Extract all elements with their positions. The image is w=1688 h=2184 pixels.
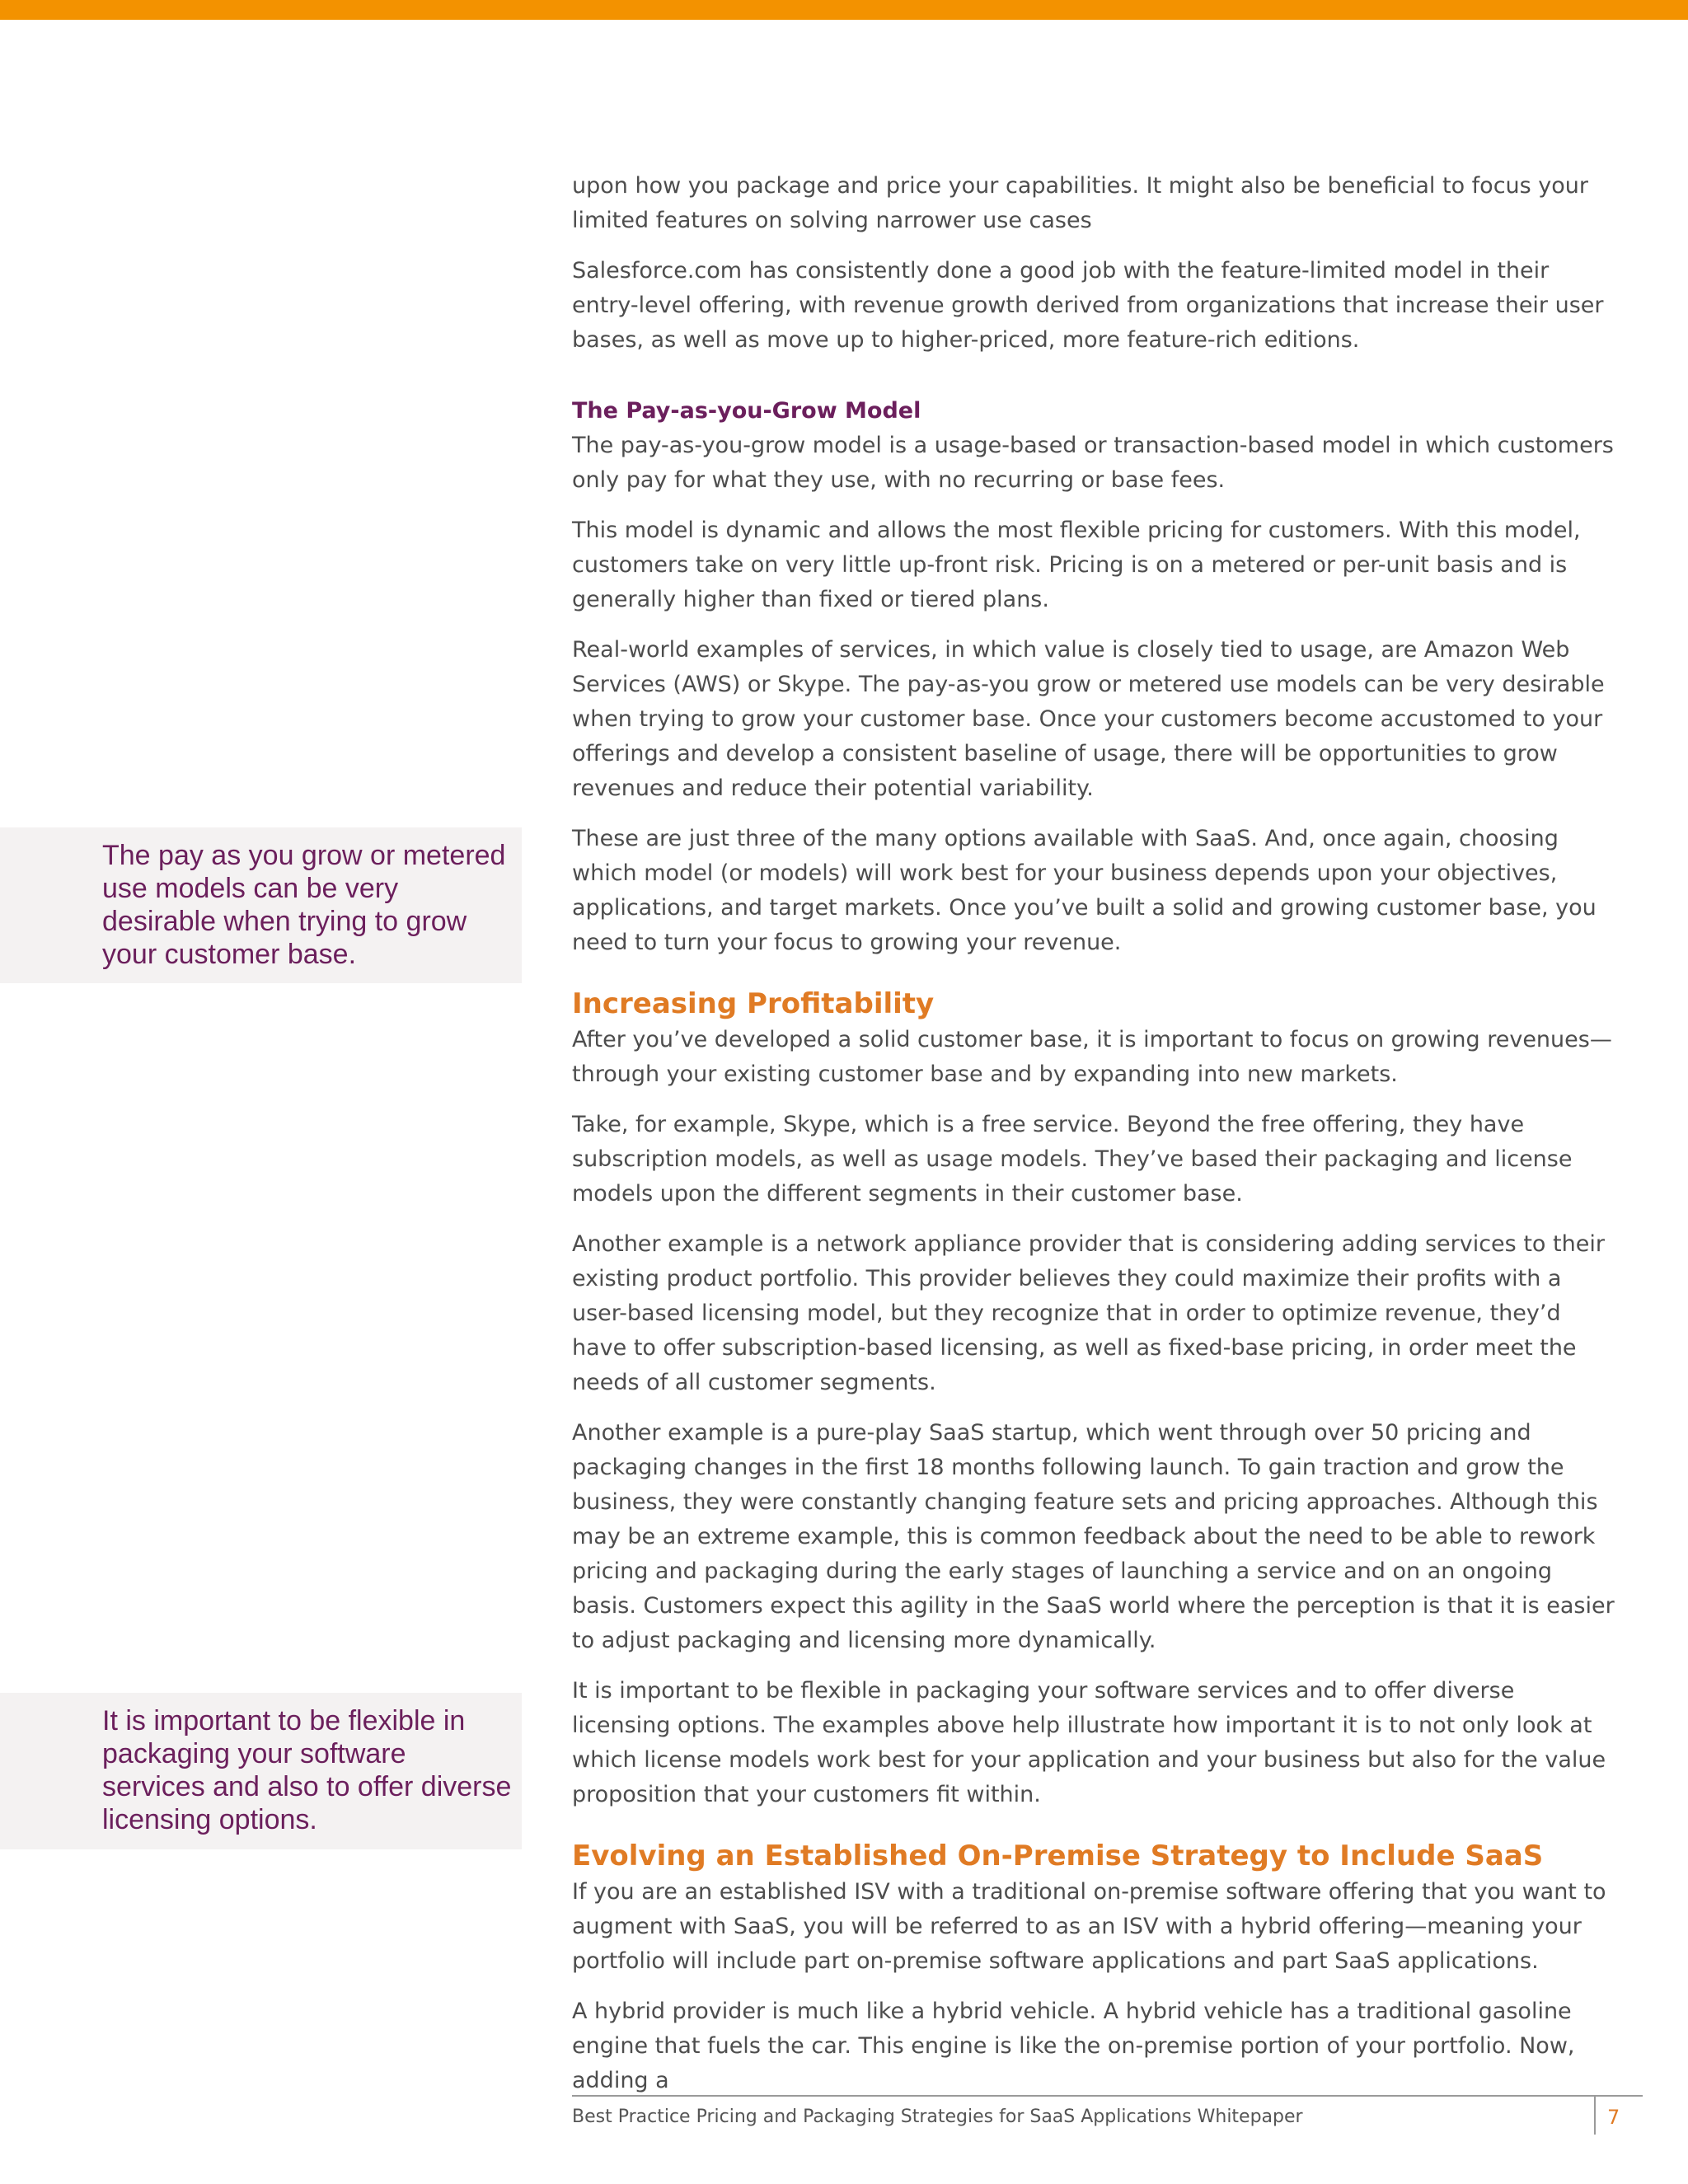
- paragraph: Another example is a pure-play SaaS startup, which went through over 50 pricing and packaging changes in the first 18 months following launch. To gain traction and grow the business, they were constantly changing feature sets and pricing approaches. Although this may be an extreme example, this is common feedback about the need to be able to rework pricing and packaging during the early stages of launching a service and on an ongoing basis. Customers expect this agility in the SaaS world where the perception is that it is easier to adjust packaging and licensing more dynamically.: [572, 1420, 1615, 1653]
- paragraph: Take, for example, Skype, which is a free service. Beyond the free offering, they have subscription models, as well as usage models. They’ve based their packaging and license models upon the different segments in their customer base.: [572, 1112, 1573, 1207]
- section-heading-increasing-profitability: Increasing Profitability: [572, 987, 935, 1020]
- footer-document-title: Best Practice Pricing and Packaging Strategies for SaaS Applications Whitepaper: [572, 2107, 1303, 2127]
- pull-quote-pay-as-you-grow: [0, 827, 522, 983]
- paragraph: After you’ve developed a solid customer base, it is important to focus on growing revenues—through your existing customer base and by expanding into new markets.: [572, 1027, 1612, 1087]
- footer-page-separator: [1594, 2097, 1596, 2135]
- paragraph: These are just three of the many options available with SaaS. And, once again, choosing which model (or models) will work best for your business depends upon your objectives, applications, and target markets. Once you’ve built a solid and growing customer base, you need to turn your focus to growing your revenue.: [572, 826, 1597, 955]
- paragraph: It is important to be flexible in packaging your software services and to offer diverse licensing options. The examples above help illustrate how important it is to not only look at which license models work best for your application and your business but also for the value proposition that your customers fit within.: [572, 1678, 1606, 1807]
- paragraph: Salesforce.com has consistently done a good job with the feature-limited model in their entry-level offering, with revenue growth derived from organizations that increase their user bases, as well as move up to higher-priced, more feature-rich editions.: [572, 258, 1604, 353]
- pull-quote-flexible-packaging: [0, 1693, 522, 1849]
- page-number: 7: [1607, 2106, 1620, 2129]
- paragraph: A hybrid provider is much like a hybrid vehicle. A hybrid vehicle has a traditional gasoline engine that fuels the car. This engine is like the on-premise portion of your portfolio. Now, adding a: [572, 1999, 1575, 2093]
- pull-quote-text: The pay as you grow or metered use models can be very desirable when trying to grow your customer base.: [102, 840, 506, 970]
- paragraph: If you are an established ISV with a traditional on-premise software offering that you want to augment with SaaS, you will be referred to as an ISV with a hybrid offering—meaning your portfolio will include part on-premise software applications and part SaaS applications.: [572, 1879, 1606, 1974]
- pull-quote-text: It is important to be flexible in packaging your software services and also to offer diverse licensing options.: [102, 1705, 512, 1835]
- subheading-pay-as-you-grow: The Pay-as-you-Grow Model: [572, 398, 921, 424]
- paragraph: This model is dynamic and allows the most flexible pricing for customers. With this model, customers take on very little up-front risk. Pricing is on a metered or per-unit basis and is generally higher than fixed or tiered plans.: [572, 518, 1581, 612]
- paragraph: upon how you package and price your capabilities. It might also be beneficial to focus your limited features on solving narrower use cases: [572, 173, 1589, 233]
- paragraph: Another example is a network appliance provider that is considering adding services to their existing product portfolio. This provider believes they could maximize their profits with a user-based licensing model, but they recognize that in order to optimize revenue, they’d have to offer subscription-based licensing, as well as fixed-base pricing, in order meet the needs of all customer segments.: [572, 1231, 1605, 1395]
- footer-divider: [572, 2095, 1643, 2097]
- paragraph: Real-world examples of services, in which value is closely tied to usage, are Amazon Web Services (AWS) or Skype. The pay-as-you grow or metered use models can be very desirable when trying to grow your customer base. Once your customers become accustomed to your offerings and develop a consistent baseline of usage, there will be opportunities to grow revenues and reduce their potential variability.: [572, 637, 1605, 801]
- paragraph: The pay-as-you-grow model is a usage-based or transaction-based model in which customers only pay for what they use, with no recurring or base fees.: [572, 433, 1614, 493]
- main-text-column: [572, 169, 1619, 2114]
- section-heading-evolving-strategy: Evolving an Established On-Premise Strategy to Include SaaS: [572, 1840, 1544, 1872]
- top-accent-bar: [0, 0, 1688, 20]
